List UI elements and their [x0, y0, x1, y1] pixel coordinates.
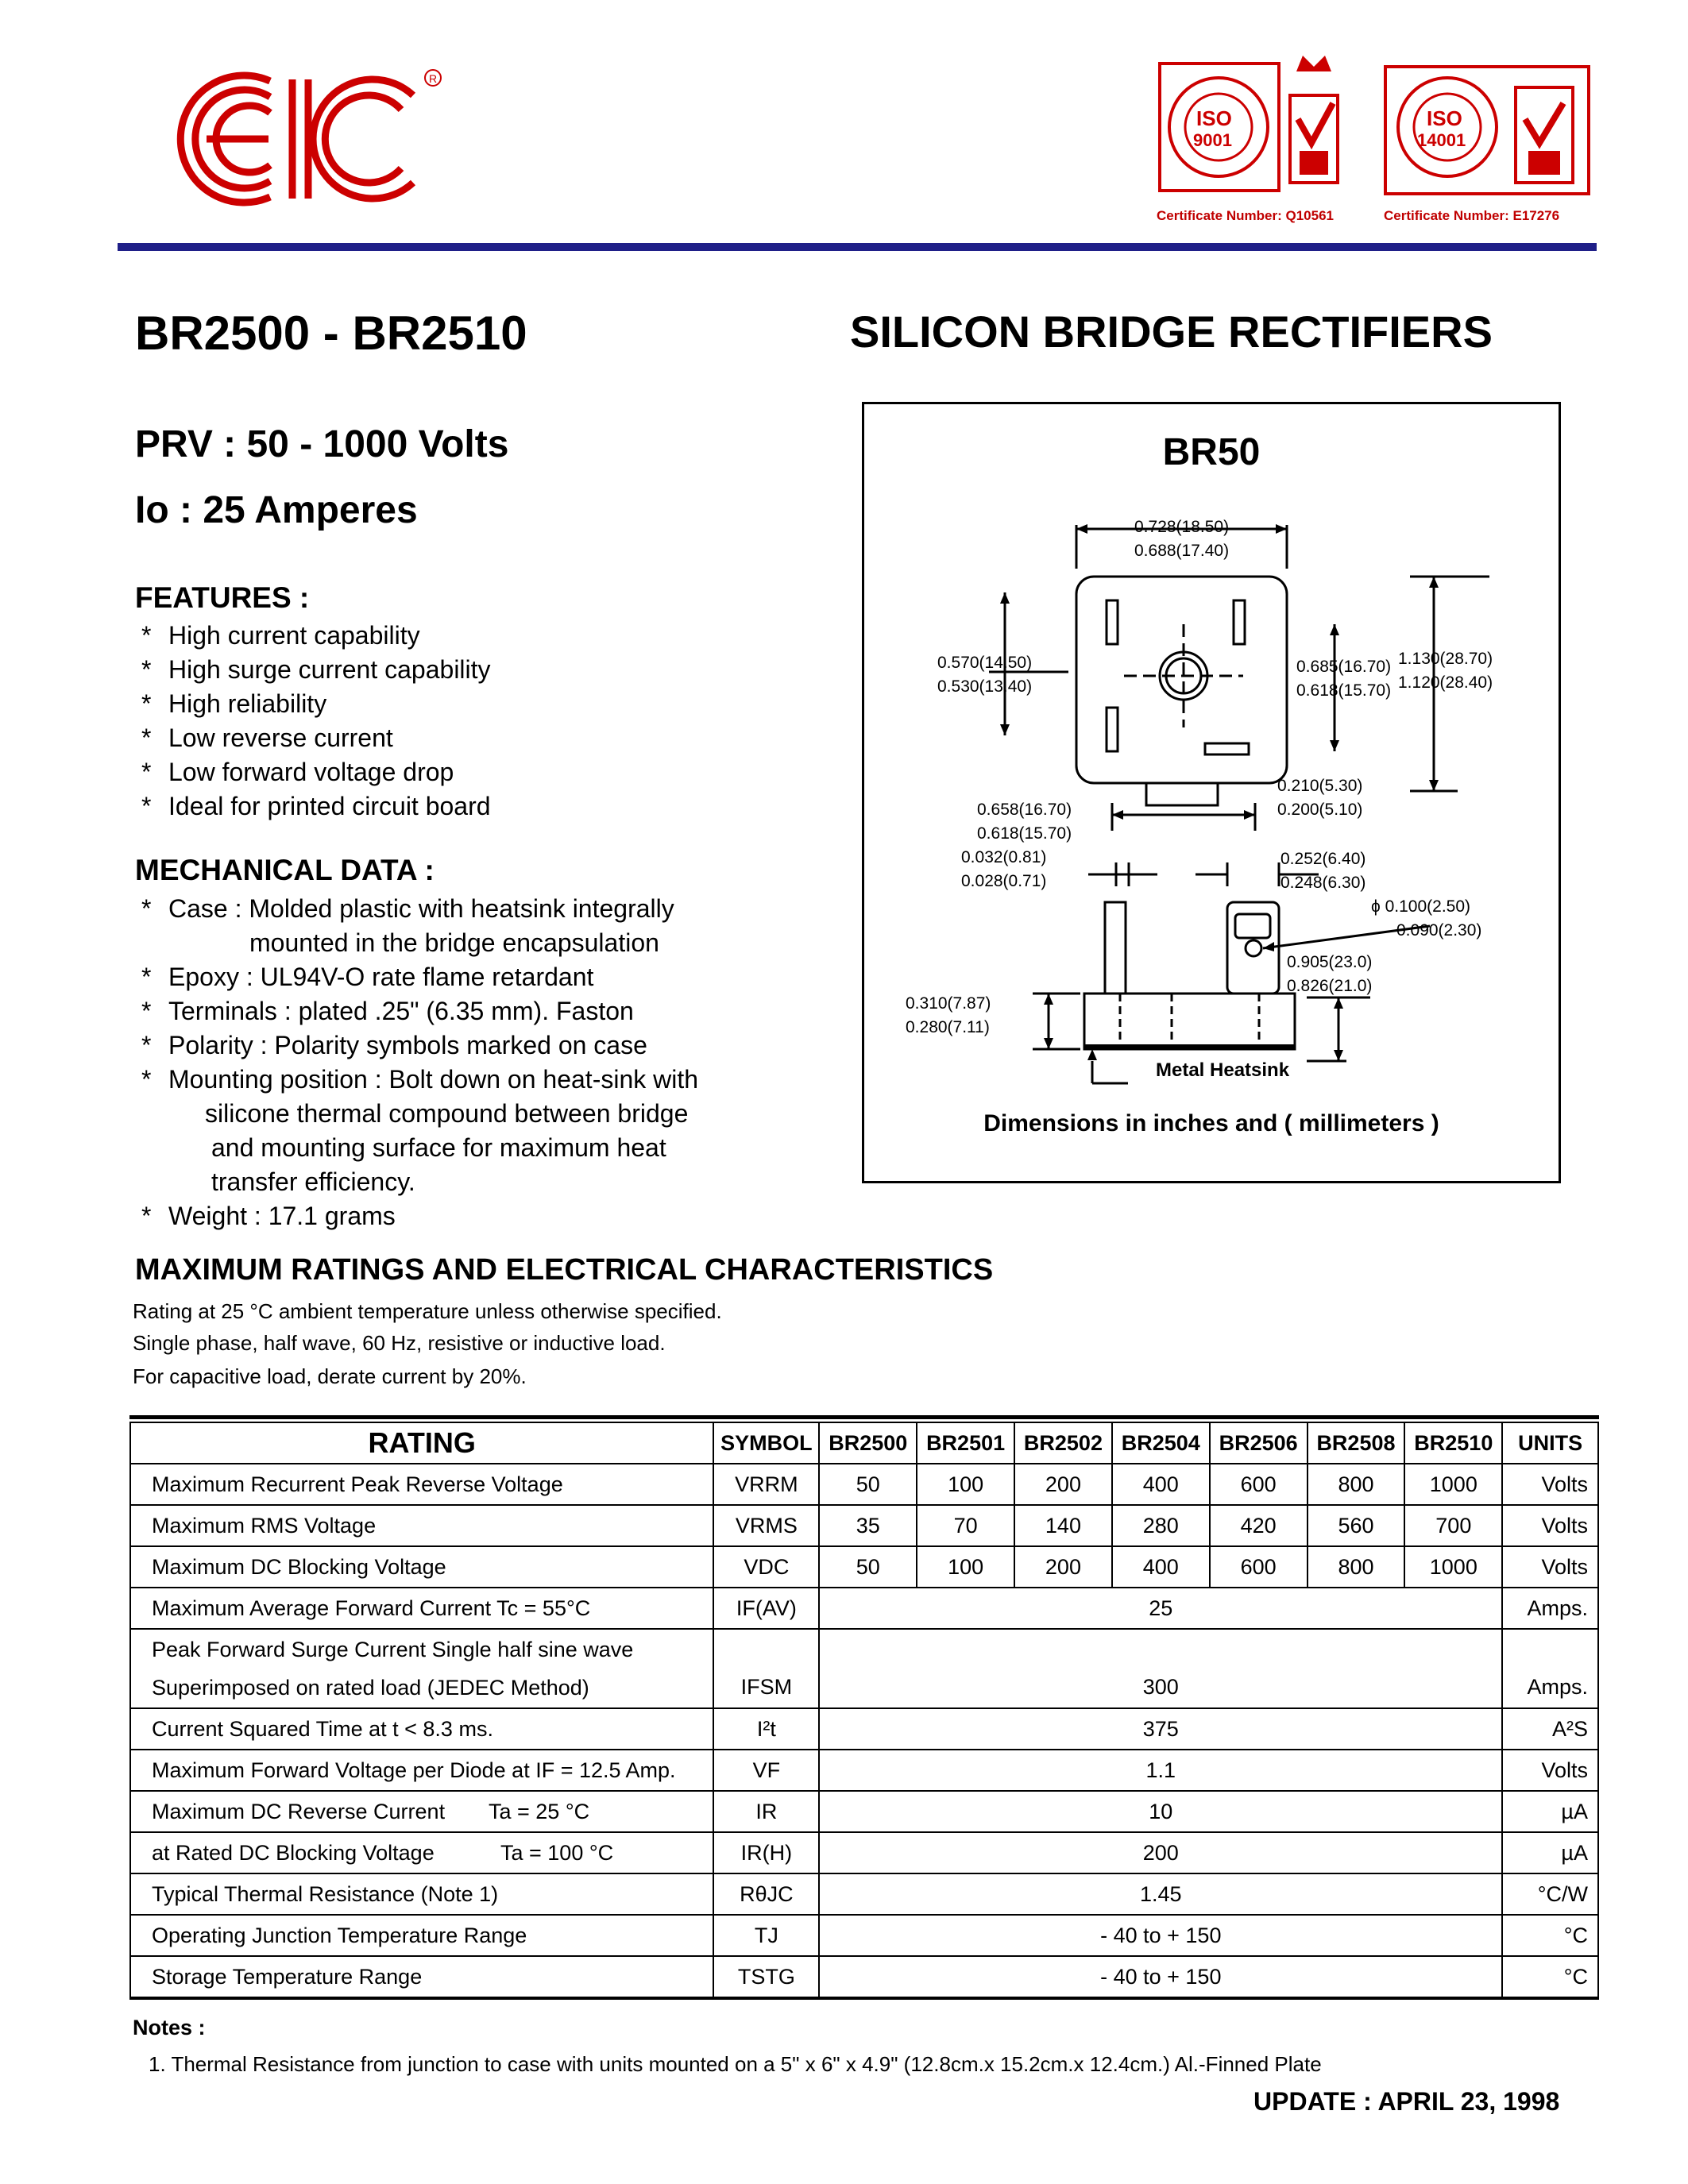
rating-note: Single phase, half wave, 60 Hz, resistive or inductive load. [133, 1331, 666, 1355]
table-row: Maximum Forward Voltage per Diode at IF = 12.5 Amp. VF 1.1 Volts [130, 1750, 1598, 1791]
dim-tab-width-max: 0.210(5.30) [1277, 777, 1363, 795]
table-top-rule [129, 1415, 1599, 1419]
eic-logo [151, 64, 453, 214]
dim-pin-length-max: 0.905(23.0) [1287, 953, 1373, 971]
feature-item: * Ideal for printed circuit board [141, 792, 491, 820]
svg-text:ISO: ISO [1196, 106, 1232, 130]
device-type-title: SILICON BRIDGE RECTIFIERS [850, 307, 1493, 357]
iso14001-seal [1382, 64, 1597, 199]
dim-top-width-min: 0.688(17.40) [1134, 542, 1230, 560]
dim-base-width-max: 0.658(16.70) [977, 801, 1072, 819]
features-heading: FEATURES : [135, 581, 310, 614]
dim-total-height-min: 1.120(28.40) [1398, 673, 1493, 692]
dim-pin-thickness-min: 0.028(0.71) [961, 872, 1047, 890]
table-row: Maximum Recurrent Peak Reverse Voltage VRRM 50 100 200 400 600 800 1000 Volts [130, 1464, 1598, 1505]
dim-hole-min: 0.090(2.30) [1396, 921, 1482, 940]
table-row: Current Squared Time at t < 8.3 ms. I²t 375 A²S [130, 1708, 1598, 1750]
table-row: Storage Temperature Range TSTG - 40 to + 150 °C [130, 1956, 1598, 1998]
mechanical-item: * Terminals : plated .25" (6.35 mm). Faston [141, 997, 634, 1025]
col-header: UNITS [1502, 1422, 1598, 1464]
dim-pin-thickness-max: 0.032(0.81) [961, 848, 1047, 866]
dim-top-width-max: 0.728(18.50) [1134, 518, 1230, 536]
dim-pin-width-max: 0.252(6.40) [1280, 850, 1366, 868]
feature-item: * High surge current capability [141, 655, 491, 684]
table-row: Maximum DC Blocking Voltage VDC 50 100 200 400 600 800 1000 Volts [130, 1546, 1598, 1588]
feature-item: * High current capability [141, 621, 420, 650]
mechanical-item: * Polarity : Polarity symbols marked on case [141, 1031, 647, 1059]
col-header: BR2501 [917, 1422, 1014, 1464]
ratings-heading: MAXIMUM RATINGS AND ELECTRICAL CHARACTERISTICS [135, 1253, 994, 1287]
table-row: Maximum RMS Voltage VRMS 35 70 140 280 420 560 700 Volts [130, 1505, 1598, 1546]
table-row: Typical Thermal Resistance (Note 1) RθJC 1.45 °C/W [130, 1873, 1598, 1915]
prv-spec: PRV : 50 - 1000 Volts [135, 423, 509, 465]
table-row: Operating Junction Temperature Range TJ - 40 to + 150 °C [130, 1915, 1598, 1956]
pin-left [1105, 902, 1126, 994]
note-item: 1. Thermal Resistance from junction to case with units mounted on a 5" x 6" x 4.9" (12.8cm.x 15.2cm.x 12.4cm.) Al.-Finned Plate [149, 2052, 1322, 2076]
header-rule [118, 243, 1597, 251]
io-spec: Io : 25 Amperes [135, 489, 418, 531]
mechanical-heading: MECHANICAL DATA : [135, 854, 435, 886]
svg-text:ISO: ISO [1427, 106, 1462, 130]
dim-total-height-max: 1.130(28.70) [1398, 650, 1493, 668]
dim-base-width-min: 0.618(15.70) [977, 824, 1072, 843]
col-header: BR2500 [819, 1422, 917, 1464]
dim-body-thickness-min: 0.280(7.11) [906, 1018, 990, 1036]
rating-note: Rating at 25 °C ambient temperature unless otherwise specified. [133, 1299, 722, 1323]
part-number-title: BR2500 - BR2510 [135, 307, 527, 360]
rating-note: For capacitive load, derate current by 20%. [133, 1364, 527, 1388]
col-header: BR2506 [1210, 1422, 1308, 1464]
dim-right-height-min: 0.618(15.70) [1296, 681, 1392, 700]
ratings-table [129, 1422, 1599, 2000]
dim-right-height-max: 0.685(16.70) [1296, 658, 1392, 676]
col-header: BR2508 [1308, 1422, 1405, 1464]
dim-left-height-min: 0.530(13.40) [937, 677, 1033, 696]
dim-pin-width-min: 0.248(6.30) [1280, 874, 1366, 892]
col-header: SYMBOL [713, 1422, 819, 1464]
col-header: RATING [130, 1422, 713, 1464]
update-date: UPDATE : APRIL 23, 1998 [1253, 2087, 1560, 2116]
table-row: at Rated DC Blocking Voltage Ta = 100 °C IR(H) 200 µA [130, 1832, 1598, 1873]
cert2-number: Certificate Number: E17276 [1384, 208, 1560, 223]
col-header: BR2510 [1404, 1422, 1502, 1464]
dim-hole-max: ϕ 0.100(2.50) [1371, 897, 1471, 916]
body-side-view [1084, 994, 1295, 1049]
mechanical-item: * Weight : 17.1 grams [141, 1202, 396, 1230]
mechanical-item: * Case : Molded plastic with heatsink integrally [141, 894, 674, 923]
table-row: Maximum Average Forward Current Tc = 55°C IF(AV) 25 Amps. [130, 1588, 1598, 1629]
svg-text:14001: 14001 [1417, 130, 1466, 150]
svg-text:9001: 9001 [1193, 130, 1232, 150]
table-row: Peak Forward Surge Current Single half sine wave Superimposed on rated load (JEDEC Method) IFSM 300 Amps. [130, 1629, 1598, 1708]
dim-left-height-max: 0.570(14.50) [937, 654, 1033, 672]
dim-pin-length-min: 0.826(21.0) [1287, 977, 1373, 995]
feature-item: * Low forward voltage drop [141, 758, 454, 786]
table-row: Maximum DC Reverse Current Ta = 25 °C IR 10 µA [130, 1791, 1598, 1832]
notes-heading: Notes : [133, 2016, 206, 2039]
registered-mark: R [429, 72, 438, 85]
col-header: BR2504 [1112, 1422, 1210, 1464]
feature-item: * Low reverse current [141, 723, 393, 752]
package-name: BR50 [1162, 431, 1261, 473]
metal-heatsink-label: Metal Heatsink [1156, 1059, 1290, 1081]
mechanical-item: * Epoxy : UL94V-O rate flame retardant [141, 963, 594, 991]
mechanical-item: * Mounting position : Bolt down on heat-sink with [141, 1065, 699, 1094]
dim-tab-width-min: 0.200(5.10) [1277, 801, 1363, 819]
iso9001-seal [1157, 48, 1371, 199]
cert1-number: Certificate Number: Q10561 [1157, 208, 1334, 223]
table-header-row [130, 1422, 1598, 1464]
col-header: BR2502 [1014, 1422, 1112, 1464]
feature-item: * High reliability [141, 689, 327, 718]
dim-body-thickness-max: 0.310(7.87) [906, 994, 991, 1013]
dimensions-caption: Dimensions in inches and ( millimeters ) [983, 1110, 1439, 1136]
phi-symbol: ϕ [1371, 897, 1381, 916]
